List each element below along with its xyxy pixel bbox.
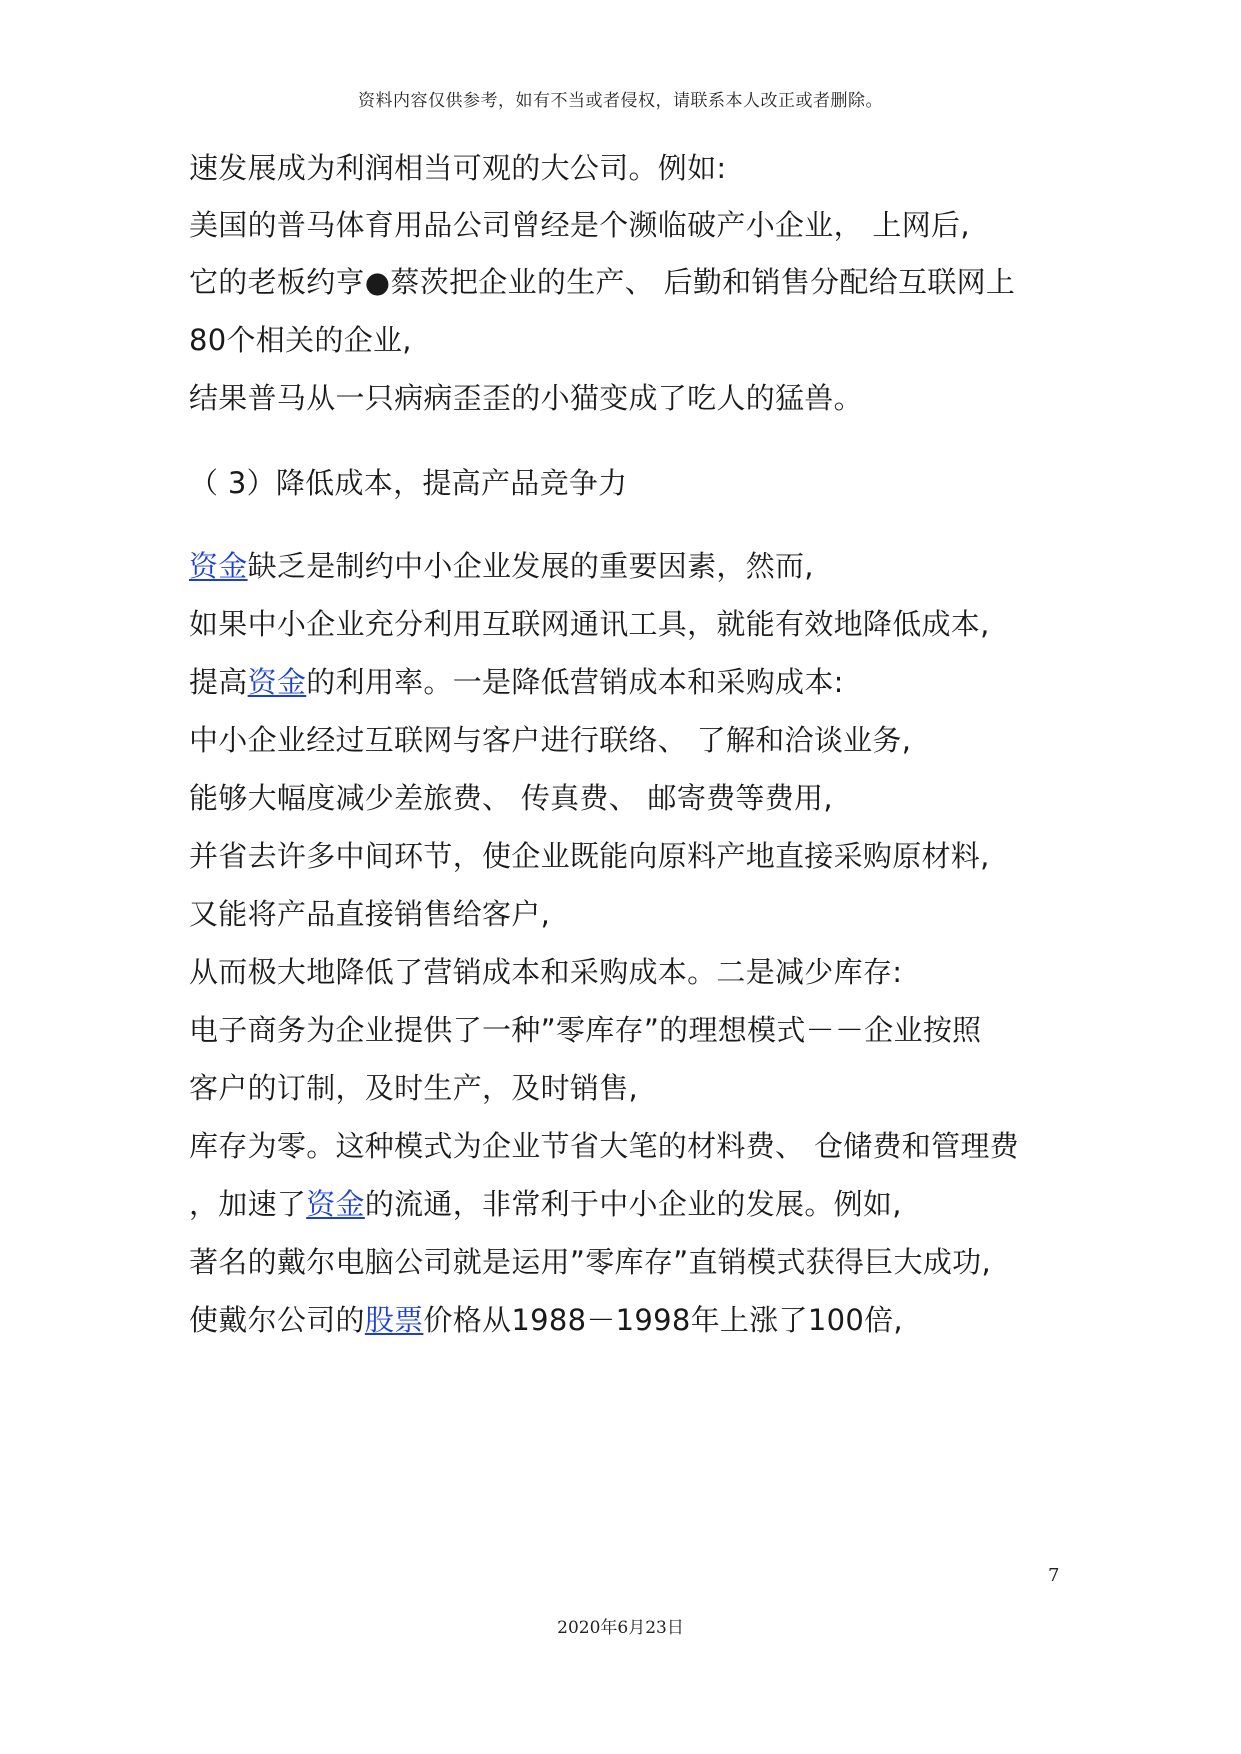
- body-text: 的流通，非常利于中小企业的发展。例如,: [364, 1187, 902, 1221]
- body-text: 使戴尔公司的: [189, 1303, 365, 1337]
- page-header-disclaimer: 资料内容仅供参考，如有不当或者侵权，请联系本人改正或者删除。: [358, 91, 883, 111]
- body-line: 著名的戴尔电脑公司就是运用”零库存”直销模式获得巨大成功,: [189, 1245, 991, 1279]
- link-zijin[interactable]: 资金: [306, 1187, 365, 1221]
- link-gupiao[interactable]: 股票: [364, 1303, 424, 1337]
- section-heading: （ 3）降低成本，提高产品竞争力: [189, 466, 628, 500]
- page-number: 7: [1048, 1565, 1060, 1586]
- body-line: 中小企业经过互联网与客户进行联络、 了解和洽谈业务,: [189, 723, 912, 757]
- body-line: 库存为零。这种模式为企业节省大笔的材料费、 仓储费和管理费: [189, 1129, 1019, 1163]
- link-zijin[interactable]: 资金: [189, 549, 248, 583]
- body-text: 价格从1988－1998年上涨了100倍,: [423, 1303, 903, 1337]
- body-line: [189, 664, 844, 700]
- body-line: 能够大幅度减少差旅费、 传真费、 邮寄费等费用,: [189, 781, 833, 815]
- body-line: [189, 1302, 903, 1338]
- body-line: 它的老板约亨●蔡茨把企业的生产、 后勤和销售分配给互联网上: [189, 265, 1016, 299]
- body-line: 又能将产品直接销售给客户,: [189, 897, 551, 931]
- body-line: [189, 1186, 902, 1222]
- body-line: 客户的订制，及时生产，及时销售,: [189, 1071, 639, 1105]
- footer-date: 2020年6月23日: [557, 1618, 684, 1638]
- body-line: 电子商务为企业提供了一种”零库存”的理想模式－－企业按照: [189, 1013, 982, 1047]
- body-line: 如果中小企业充分利用互联网通讯工具，就能有效地降低成本,: [189, 607, 990, 641]
- body-line: 80个相关的企业,: [189, 323, 412, 357]
- body-text: 的利用率。一是降低营销成本和采购成本:: [306, 665, 844, 699]
- link-zijin[interactable]: 资金: [247, 665, 307, 699]
- body-text: ，加速了: [189, 1187, 307, 1221]
- body-text: 提高: [189, 665, 248, 699]
- body-line: 并省去许多中间环节，使企业既能向原料产地直接采购原材料,: [189, 839, 990, 873]
- body-text: 缺乏是制约中小企业发展的重要因素，然而,: [247, 549, 814, 583]
- body-line: 美国的普马体育用品公司曾经是个濒临破产小企业， 上网后,: [189, 208, 970, 242]
- body-line: 从而极大地降低了营销成本和采购成本。二是减少库存:: [189, 955, 903, 989]
- body-line: [189, 548, 814, 584]
- body-line: 结果普马从一只病病歪歪的小猫变成了吃人的猛兽。: [189, 381, 863, 415]
- body-line: 速发展成为利润相当可观的大公司。例如:: [189, 151, 727, 185]
